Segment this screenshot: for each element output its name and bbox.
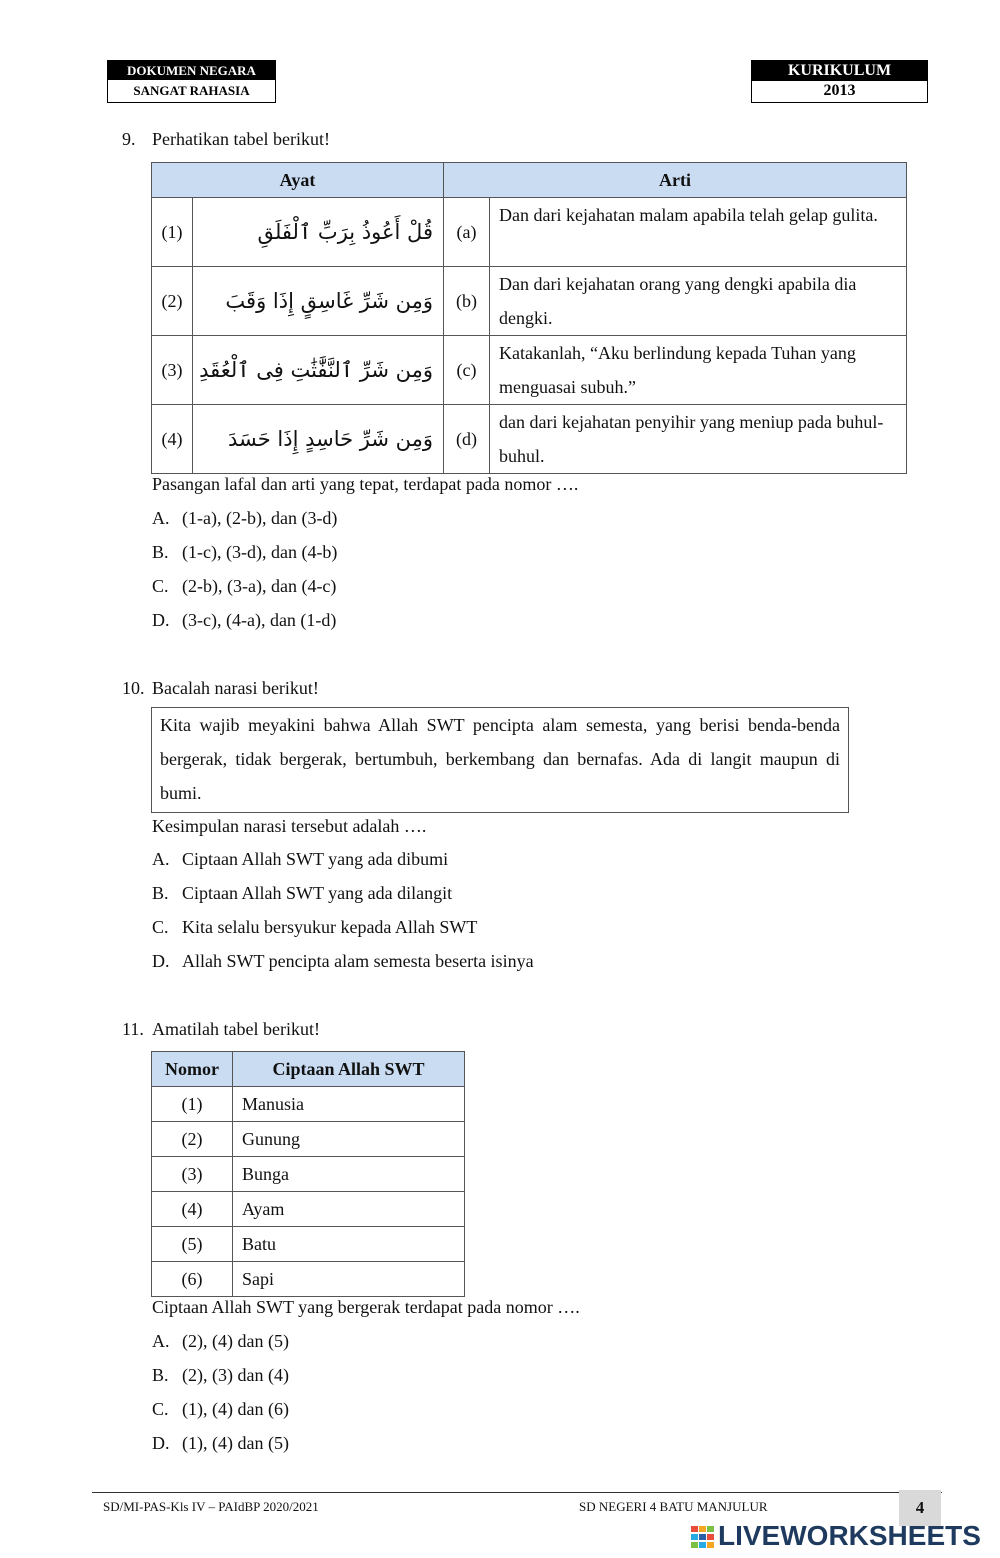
liveworksheets-logo-icon — [690, 1524, 716, 1550]
q11-row-number: (1) — [152, 1087, 233, 1122]
q10-question: Kesimpulan narasi tersebut adalah …. — [152, 816, 427, 836]
q9-arabic-verse: قُلْ أَعُوذُ بِرَبِّ ٱلْفَلَقِ — [193, 198, 444, 267]
q10-narrative-box: Kita wajib meyakini bahwa Allah SWT pencipta alam semesta, yang berisi benda-benda bergerak, tidak bergerak, bertumbuh, berkembang dan bernafas. Ada di langit maupun di bumi. — [151, 707, 849, 813]
option-letter: A. — [152, 508, 170, 528]
option-letter: D. — [152, 1433, 170, 1453]
q11-row-number: (3) — [152, 1157, 233, 1192]
option-text: Kita selalu bersyukur kepada Allah SWT — [182, 917, 478, 937]
option-letter: A. — [152, 849, 170, 869]
q9-row-number: (4) — [152, 405, 193, 474]
option-letter: D. — [152, 951, 170, 971]
option-text: (2), (4) dan (5) — [182, 1331, 289, 1351]
q9-row-letter: (b) — [444, 267, 490, 336]
table-row — [152, 1122, 465, 1157]
option-text: (3-c), (4-a), dan (1-d) — [182, 610, 337, 630]
option-text: (1-c), (3-d), dan (4-b) — [182, 542, 338, 562]
q9-question: Pasangan lafal dan arti yang tepat, terdapat pada nomor …. — [152, 474, 579, 494]
q9-meaning: Dan dari kejahatan orang yang dengki apabila dia dengki. — [490, 267, 907, 336]
q9-prompt: Perhatikan tabel berikut! — [152, 129, 330, 149]
option-letter: B. — [152, 542, 169, 562]
q11-row-number: (6) — [152, 1262, 233, 1297]
option-letter: B. — [152, 883, 169, 903]
header-year: 2013 — [752, 81, 927, 101]
footer-divider — [92, 1492, 942, 1493]
q9-arabic-verse: وَمِن شَرِّ غَاسِقٍ إِذَا وَقَبَ — [193, 267, 444, 336]
q9-table — [151, 162, 907, 474]
q11-creation-name: Bunga — [233, 1157, 465, 1192]
q9-option-c[interactable] — [152, 576, 336, 597]
q9-row-letter: (a) — [444, 198, 490, 267]
liveworksheets-text: LIVEWORKSHEETS — [718, 1520, 981, 1551]
option-text: (1), (4) dan (6) — [182, 1399, 289, 1419]
page-number: 4 — [899, 1490, 941, 1526]
q9-row-letter: (d) — [444, 405, 490, 474]
table-row — [152, 1087, 465, 1122]
option-letter: C. — [152, 576, 169, 596]
q10-option-d[interactable] — [152, 951, 534, 972]
header-sangat-rahasia: SANGAT RAHASIA — [108, 80, 275, 101]
q11-option-c[interactable] — [152, 1399, 289, 1420]
q11-table — [151, 1051, 465, 1297]
option-letter: A. — [152, 1331, 170, 1351]
q11-row-number: (5) — [152, 1227, 233, 1262]
q10-option-b[interactable] — [152, 883, 452, 904]
q10-number: 10. — [122, 678, 145, 698]
q9-meaning: dan dari kejahatan penyihir yang meniup pada buhul-buhul. — [490, 405, 907, 474]
table-row — [152, 336, 907, 405]
liveworksheets-watermark — [690, 1520, 990, 1554]
option-letter: B. — [152, 1365, 169, 1385]
q9-row-letter: (c) — [444, 336, 490, 405]
q9-meaning: Dan dari kejahatan malam apabila telah gelap gulita. — [490, 198, 907, 267]
header-left-box — [107, 60, 276, 103]
option-text: Ciptaan Allah SWT yang ada dibumi — [182, 849, 449, 869]
q11-number: 11. — [122, 1019, 144, 1039]
table-row — [152, 198, 907, 267]
q9-option-d[interactable] — [152, 610, 336, 631]
q11-option-d[interactable] — [152, 1433, 289, 1454]
option-text: (1), (4) dan (5) — [182, 1433, 289, 1453]
q10-option-c[interactable] — [152, 917, 477, 938]
q9-arabic-verse: وَمِن شَرِّ حَاسِدٍ إِذَا حَسَدَ — [193, 405, 444, 474]
q9-row-number: (3) — [152, 336, 193, 405]
table-row — [152, 1157, 465, 1192]
q9-row-number: (1) — [152, 198, 193, 267]
table-row — [152, 1192, 465, 1227]
table-row — [152, 1227, 465, 1262]
q9-option-b[interactable] — [152, 542, 337, 563]
table-row — [152, 1262, 465, 1297]
q10-option-a[interactable] — [152, 849, 448, 870]
footer-left: SD/MI-PAS-Kls IV – PAIdBP 2020/2021 — [103, 1499, 319, 1514]
q11-creation-name: Gunung — [233, 1122, 465, 1157]
option-letter: C. — [152, 917, 169, 937]
header-kurikulum: KURIKULUM — [752, 61, 927, 81]
option-text: (2), (3) dan (4) — [182, 1365, 289, 1385]
q11-question: Ciptaan Allah SWT yang bergerak terdapat pada nomor …. — [152, 1297, 580, 1317]
q9-option-a[interactable] — [152, 508, 337, 529]
q10-prompt: Bacalah narasi berikut! — [152, 678, 319, 698]
q11-prompt: Amatilah tabel berikut! — [152, 1019, 320, 1039]
q11-creation-name: Ayam — [233, 1192, 465, 1227]
option-text: (2-b), (3-a), dan (4-c) — [182, 576, 337, 596]
footer-school: SD NEGERI 4 BATU MANJULUR — [579, 1499, 768, 1514]
q11-creation-name: Sapi — [233, 1262, 465, 1297]
q11-creation-name: Manusia — [233, 1087, 465, 1122]
q9-number: 9. — [122, 129, 136, 149]
q9-meaning: Katakanlah, “Aku berlindung kepada Tuhan yang menguasai subuh.” — [490, 336, 907, 405]
q11-row-number: (2) — [152, 1122, 233, 1157]
q11-row-number: (4) — [152, 1192, 233, 1227]
q11-header-ciptaan: Ciptaan Allah SWT — [233, 1052, 465, 1087]
q11-creation-name: Batu — [233, 1227, 465, 1262]
q9-row-number: (2) — [152, 267, 193, 336]
header-dokumen-negara: DOKUMEN NEGARA — [108, 61, 275, 80]
q9-header-ayat: Ayat — [152, 163, 444, 198]
option-text: Ciptaan Allah SWT yang ada dilangit — [182, 883, 453, 903]
q9-arabic-verse: وَمِن شَرِّ ٱلنَّفَّٰثَٰتِ فِى ٱلْعُقَدِ — [193, 336, 444, 405]
q11-header-nomor: Nomor — [152, 1052, 233, 1087]
header-right-box — [751, 60, 928, 103]
option-letter: D. — [152, 610, 170, 630]
option-letter: C. — [152, 1399, 169, 1419]
table-row — [152, 267, 907, 336]
q11-option-b[interactable] — [152, 1365, 289, 1386]
option-text: (1-a), (2-b), dan (3-d) — [182, 508, 338, 528]
option-text: Allah SWT pencipta alam semesta beserta isinya — [182, 951, 534, 971]
table-row — [152, 405, 907, 474]
q9-header-arti: Arti — [444, 163, 907, 198]
q11-option-a[interactable] — [152, 1331, 289, 1352]
